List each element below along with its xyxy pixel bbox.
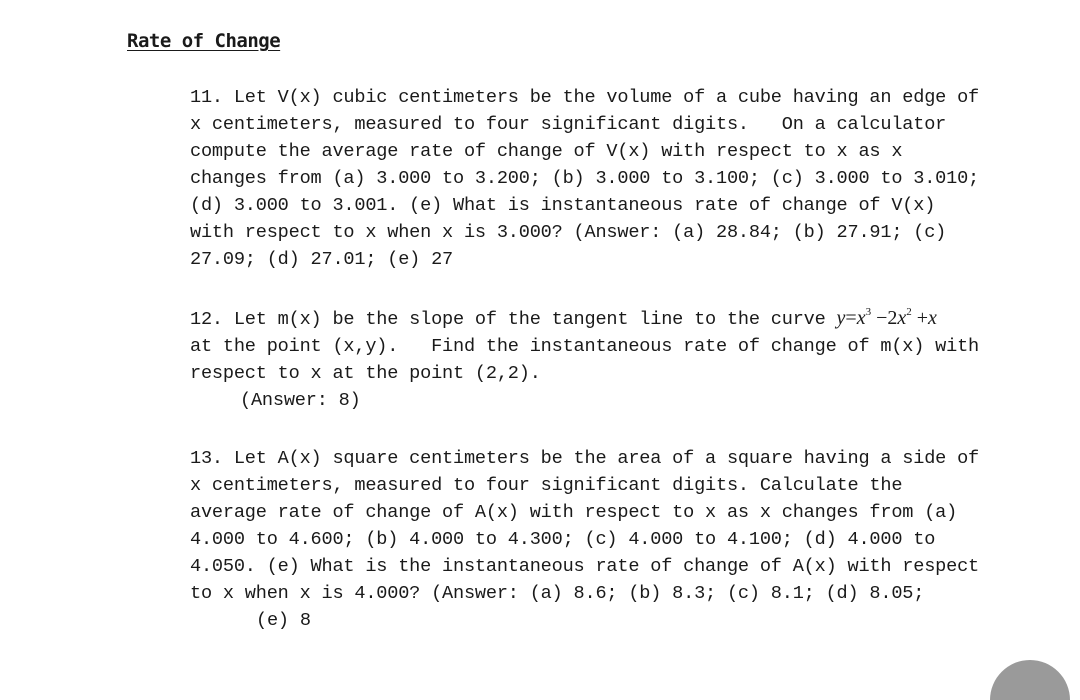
problem-13 <box>190 445 979 634</box>
problem-13-answer: (e) 8 <box>256 610 311 631</box>
curve-equation: $y=x^3 -2x^2 +x$ <box>836 306 937 329</box>
problem-13-line: to x when x is 4.000? (Answer: (a) 8.6; (b) 8.3; (c) 8.1; (d) 8.05; <box>190 583 925 604</box>
problem-13-line: 4.000 to 4.600; (b) 4.000 to 4.300; (c) 4.000 to 4.100; (d) 4.000 to <box>190 529 936 550</box>
problem-13-line: 13. Let A(x) square centimeters be the area of a square having a side of <box>190 448 979 469</box>
problem-11-line: compute the average rate of change of V(x) with respect to x as x <box>190 141 903 162</box>
problem-11-line: changes from (a) 3.000 to 3.200; (b) 3.000 to 3.100; (c) 3.000 to 3.010; <box>190 168 979 189</box>
problem-11-line: 11. Let V(x) cubic centimeters be the volume of a cube having an edge of <box>190 87 979 108</box>
problem-12 <box>190 303 979 414</box>
problem-13-line: average rate of change of A(x) with respect to x as x changes from (a) <box>190 502 958 523</box>
page-heading: Rate of Change <box>127 30 281 52</box>
problem-11-line: x centimeters, measured to four significant digits. On a calculator <box>190 114 947 135</box>
problem-11-line: with respect to x when x is 3.000? (Answer: (a) 28.84; (b) 27.91; (c) <box>190 222 947 243</box>
problem-12-answer: (Answer: 8) <box>240 390 361 411</box>
problem-11 <box>190 84 979 273</box>
problem-12-line: at the point (x,y). Find the instantaneous rate of change of m(x) with <box>190 336 979 357</box>
problem-12-line <box>190 303 970 333</box>
problem-12-text: 12. Let m(x) be the slope of the tangent line to the curve <box>190 309 837 330</box>
problem-13-line: x centimeters, measured to four significant digits. Calculate the <box>190 475 903 496</box>
corner-decoration <box>990 660 1070 700</box>
problem-11-line: 27.09; (d) 27.01; (e) 27 <box>190 249 453 270</box>
problem-11-line: (d) 3.000 to 3.001. (e) What is instantaneous rate of change of V(x) <box>190 195 936 216</box>
problem-13-line: 4.050. (e) What is the instantaneous rate of change of A(x) with respect <box>190 556 979 577</box>
problem-12-line: respect to x at the point (2,2). <box>190 363 541 384</box>
